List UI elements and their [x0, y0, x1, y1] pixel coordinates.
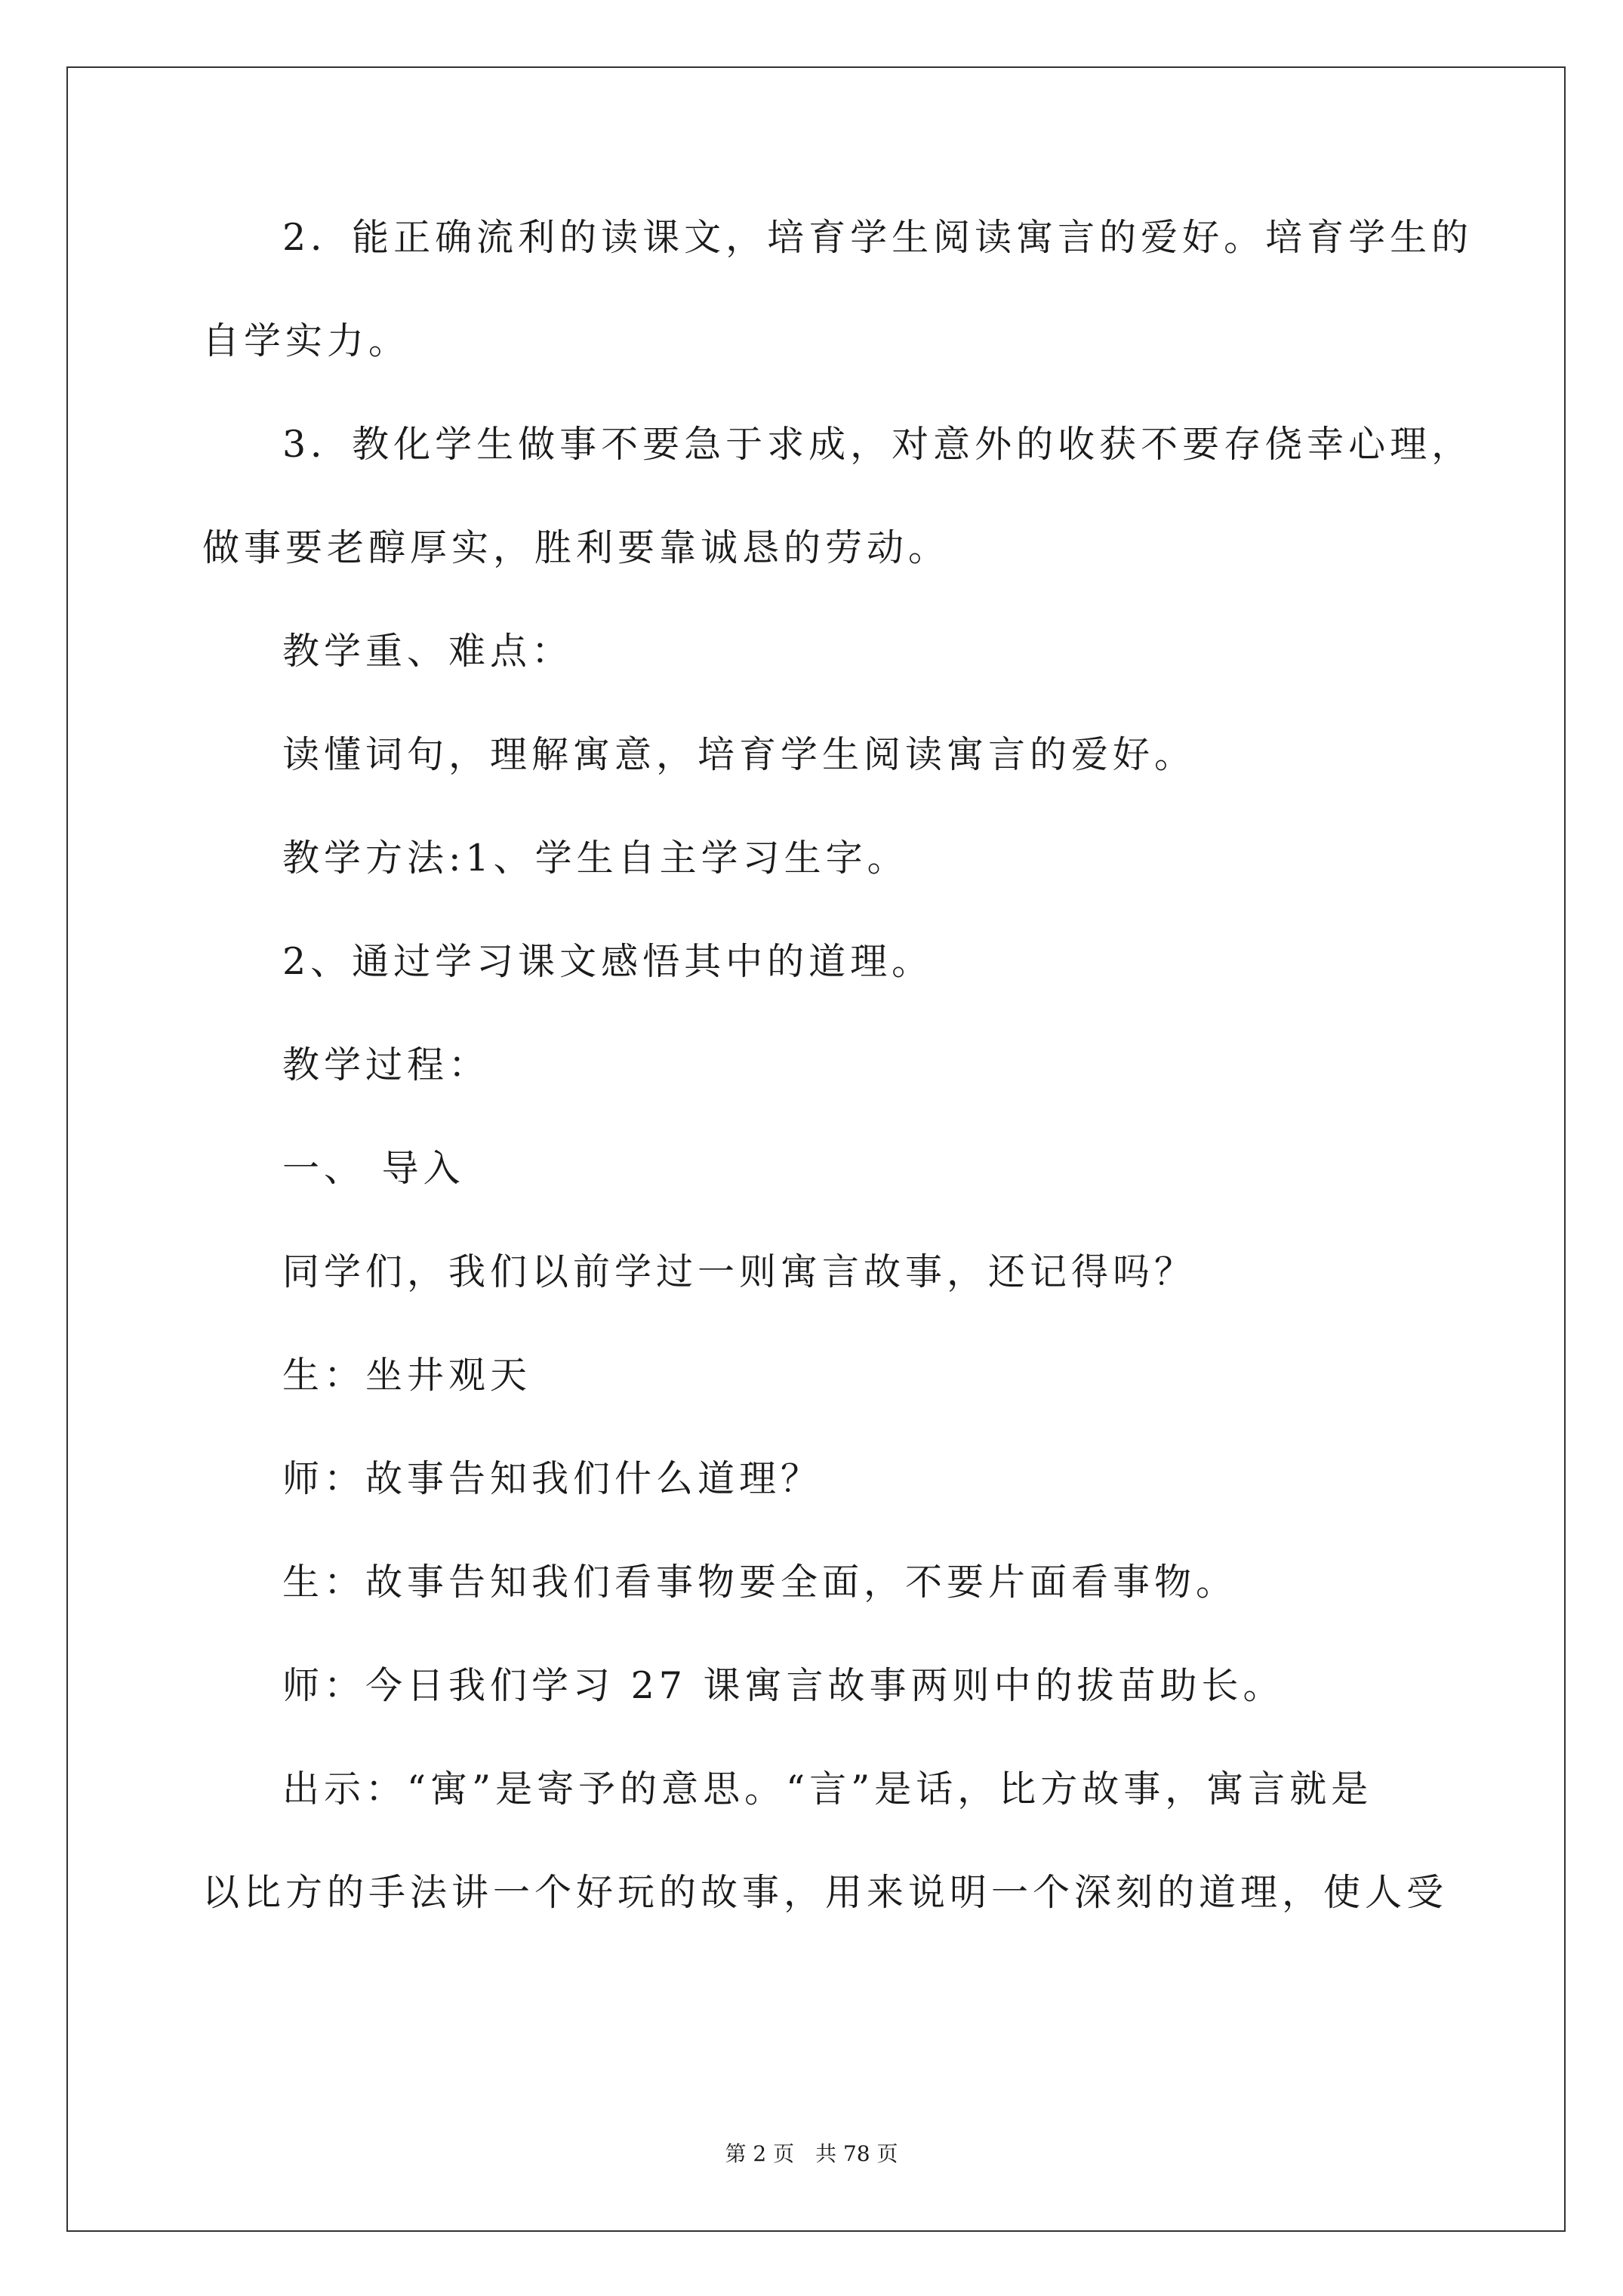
paragraph-dialog-4: 生：故事告知我们看事物要全面，不要片面看事物。 [282, 1561, 1238, 1604]
paragraph-dialog-3: 师：故事告知我们什么道理？ [282, 1457, 823, 1500]
paragraph-method-2: 2、通过学习课文感悟其中的道理。 [282, 940, 934, 983]
paragraph-objective-2: 2．能正确流利的读课文，培育学生阅读寓言的爱好。培育学生的 [282, 216, 1474, 259]
heading-process: 教学过程： [282, 1043, 491, 1086]
heading-key-points: 教学重、难点： [282, 630, 574, 673]
paragraph-objective-3: 3．教化学生做事不要急于求成，对意外的收获不要存侥幸心理， [282, 423, 1474, 466]
page-number: 第 2 页 [725, 2141, 795, 2166]
paragraph-objective-2-cont: 自学实力。 [202, 319, 411, 362]
paragraph-dialog-5: 师：今日我们学习 27 课寓言故事两则中的拔苗助长。 [282, 1664, 1285, 1707]
heading-intro: 一、 导入 [282, 1147, 465, 1190]
paragraph-dialog-1: 同学们，我们以前学过一则寓言故事，还记得吗？ [282, 1250, 1196, 1293]
paragraph-key-points: 读懂词句，理解寓意，培育学生阅读寓言的爱好。 [282, 733, 1196, 776]
paragraph-method-1: 教学方法:1、学生自主学习生字。 [282, 837, 909, 880]
paragraph-show: 出示：“寓”是寄予的意思。“言”是话，比方故事，寓言就是 [282, 1767, 1373, 1811]
document-body [202, 216, 1474, 1977]
paragraph-objective-3-cont: 做事要老醇厚实，胜利要靠诚恳的劳动。 [202, 526, 950, 569]
page-total: 共 78 页 [815, 2141, 898, 2166]
page-footer [0, 2143, 1623, 2165]
paragraph-dialog-2: 生：坐井观天 [282, 1354, 532, 1397]
paragraph-show-cont: 以比方的手法讲一个好玩的故事，用来说明一个深刻的道理，使人受 [202, 1871, 1449, 1914]
